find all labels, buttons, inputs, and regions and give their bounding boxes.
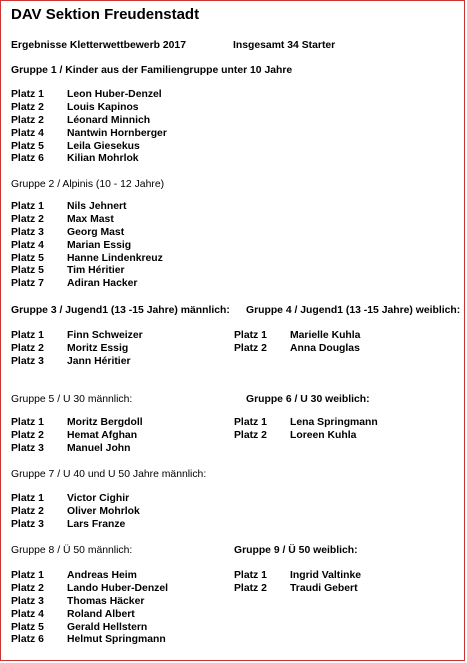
result-place: Platz 2	[11, 342, 44, 354]
group-heading: Gruppe 8 / Ü 50 männlich:	[11, 545, 133, 556]
group-heading: Gruppe 9 / Ü 50 weiblich:	[234, 545, 358, 556]
result-place: Platz 6	[11, 153, 44, 165]
result-name: Ingrid Valtinke	[290, 570, 362, 581]
result-place: Platz 1	[234, 417, 267, 428]
result-name: Louis Kapinos	[67, 101, 139, 113]
result-place: Platz 3	[11, 595, 44, 607]
result-place: Platz 1	[11, 89, 44, 100]
result-name: Gerald Hellstern	[67, 621, 148, 633]
result-name: Finn Schweizer	[67, 330, 143, 341]
result-name: Kilian Mohrlok	[67, 153, 139, 165]
result-place: Platz 2	[11, 582, 44, 594]
result-name: Traudi Gebert	[290, 582, 358, 594]
group-heading: Gruppe 7 / U 40 und U 50 Jahre männlich:	[11, 469, 207, 480]
result-name: Adiran Hacker	[67, 278, 138, 290]
result-place: Platz 1	[11, 417, 44, 428]
result-name: Leila Giesekus	[67, 140, 140, 152]
result-place: Platz 3	[11, 226, 44, 238]
result-name: Moritz Bergdoll	[67, 417, 143, 428]
result-name: Oliver Mohrlok	[67, 505, 140, 517]
result-name: Thomas Häcker	[67, 595, 145, 607]
result-place: Platz 5	[11, 621, 44, 633]
group-heading: Gruppe 1 / Kinder aus der Familiengruppe unter 10 Jahre	[11, 65, 293, 76]
result-name: Lena Springmann	[290, 417, 378, 428]
result-place: Platz 1	[11, 493, 44, 504]
result-place: Platz 3	[11, 355, 44, 367]
result-name: Moritz Essig	[67, 342, 129, 354]
result-place: Platz 5	[11, 140, 44, 152]
result-place: Platz 6	[11, 634, 44, 646]
result-place: Platz 1	[234, 570, 267, 581]
result-name: Marian Essig	[67, 239, 132, 251]
result-place: Platz 1	[11, 570, 44, 581]
result-name: Loreen Kuhla	[290, 429, 357, 441]
result-place: Platz 4	[11, 127, 44, 139]
group-heading: Gruppe 2 / Alpinis (10 - 12 Jahre)	[11, 179, 165, 190]
document-subtitle: Ergebnisse Kletterwettbewerb 2017	[11, 40, 186, 51]
result-name: Manuel John	[67, 442, 131, 454]
result-name: Andreas Heim	[67, 570, 137, 581]
group-heading: Gruppe 4 / Jugend1 (13 -15 Jahre) weiblich:	[246, 305, 461, 316]
result-place: Platz 3	[11, 518, 44, 530]
result-place: Platz 2	[11, 114, 44, 126]
result-name: Nantwin Hornberger	[67, 127, 167, 139]
result-name: Jann Héritier	[67, 355, 131, 367]
result-place: Platz 2	[234, 342, 267, 354]
result-place: Platz 7	[11, 278, 44, 290]
document-title: DAV Sektion Freudenstadt	[11, 6, 200, 23]
result-place: Platz 2	[234, 429, 267, 441]
result-name: Hemat Afghan	[67, 429, 138, 441]
result-place: Platz 3	[11, 442, 44, 454]
starter-count: Insgesamt 34 Starter	[233, 40, 336, 51]
result-name: Georg Mast	[67, 226, 125, 238]
result-place: Platz 2	[11, 429, 44, 441]
result-place: Platz 2	[11, 101, 44, 113]
result-place: Platz 2	[11, 213, 44, 225]
result-name: Léonard Minnich	[67, 114, 151, 126]
result-name: Helmut Springmann	[67, 634, 166, 646]
result-place: Platz 4	[11, 608, 44, 620]
result-place: Platz 5	[11, 265, 44, 277]
result-name: Lars Franze	[67, 518, 126, 530]
result-name: Roland Albert	[67, 608, 135, 620]
result-place: Platz 4	[11, 239, 44, 251]
result-name: Lando Huber-Denzel	[67, 582, 169, 594]
result-name: Nils Jehnert	[67, 201, 127, 212]
group-heading: Gruppe 6 / U 30 weiblich:	[246, 394, 370, 405]
result-place: Platz 2	[11, 505, 44, 517]
result-place: Platz 1	[11, 201, 44, 212]
result-name: Tim Héritier	[67, 265, 125, 277]
group-heading: Gruppe 3 / Jugend1 (13 -15 Jahre) männlich:	[11, 305, 230, 316]
result-place: Platz 1	[11, 330, 44, 341]
result-place: Platz 1	[234, 330, 267, 341]
group-heading: Gruppe 5 / U 30 männlich:	[11, 394, 133, 405]
result-place: Platz 5	[11, 252, 44, 264]
result-name: Victor Cighir	[67, 493, 130, 504]
result-place: Platz 2	[234, 582, 267, 594]
result-name: Anna Douglas	[290, 342, 360, 354]
result-name: Marielle Kuhla	[290, 330, 361, 341]
result-name: Hanne Lindenkreuz	[67, 252, 163, 264]
result-name: Leon Huber-Denzel	[67, 89, 162, 100]
result-name: Max Mast	[67, 213, 114, 225]
